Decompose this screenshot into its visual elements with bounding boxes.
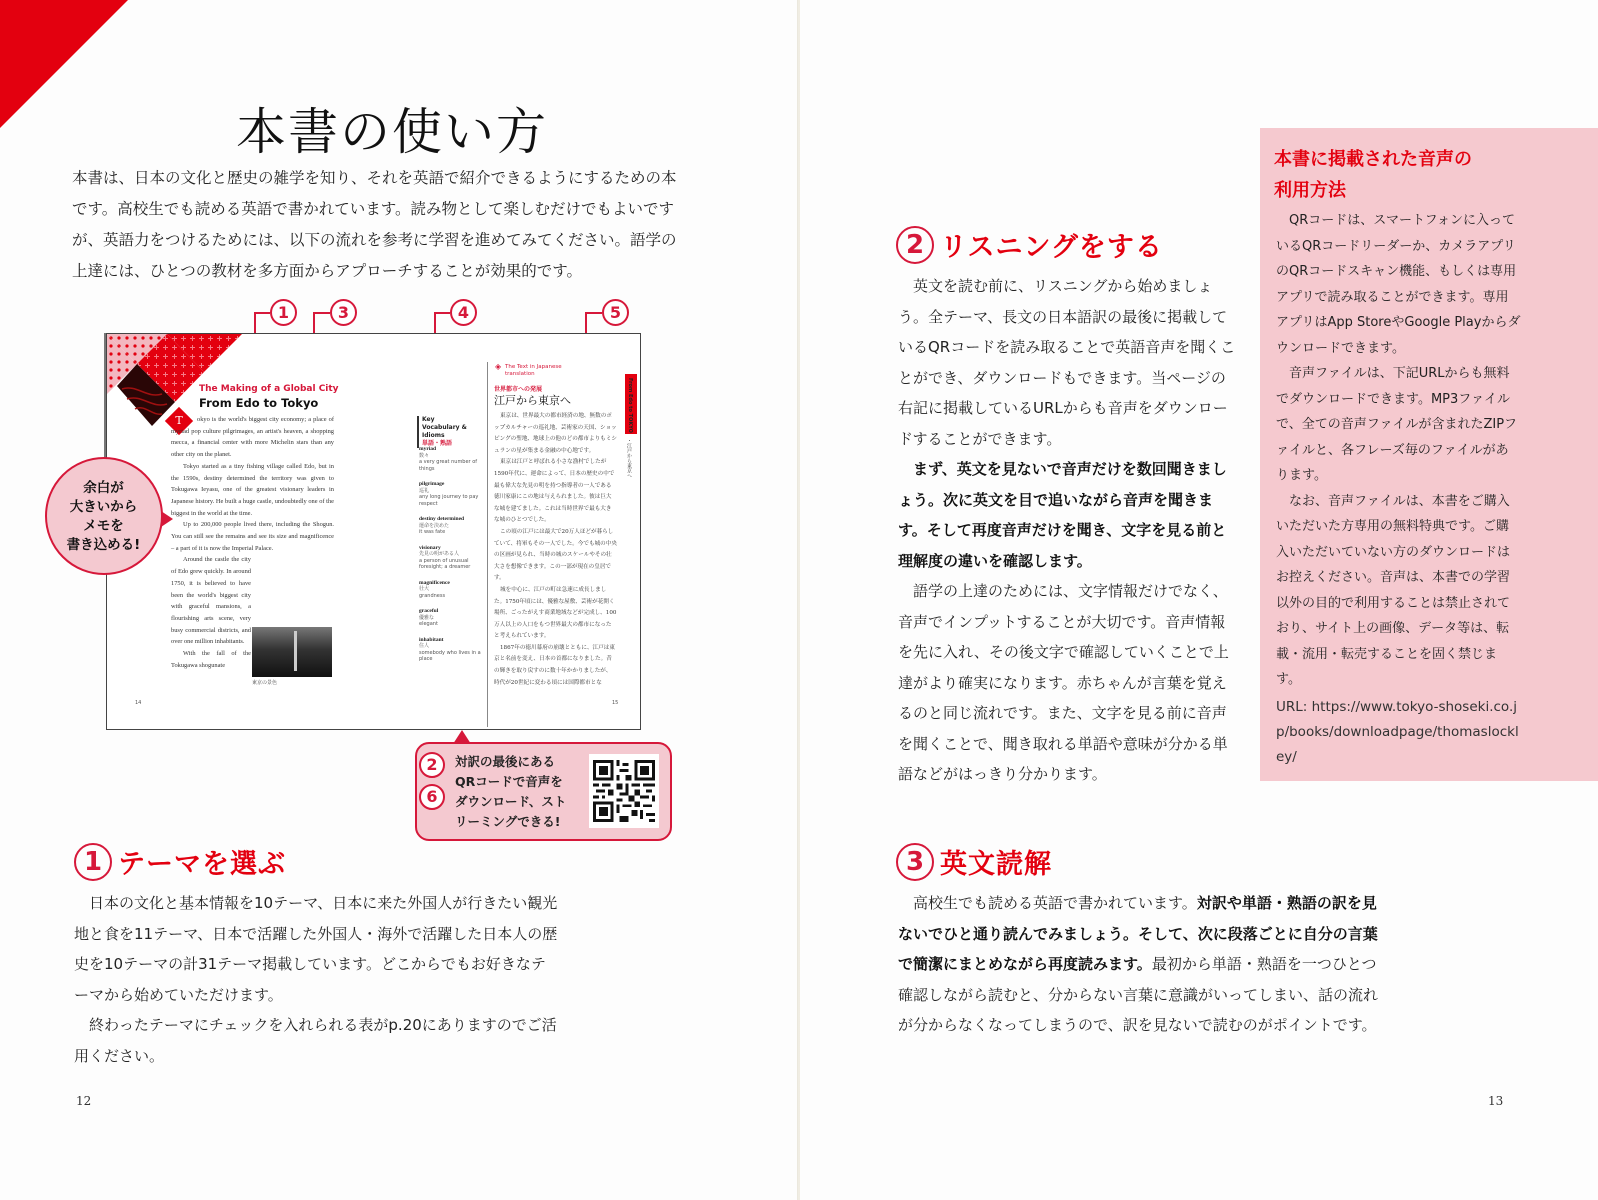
english-paragraph: Around the castle the city of Edo grew quickly. In around 1750, it is believed to have been the world's biggest city with graceful mansions, a flourishing arts scene, very busy commercial districts, and over one million inhabitants. [171, 556, 251, 646]
english-paragraph: Up to 200,000 people lived there, including the Shogun. You can still see the remains and see its size and magnificence – a part of it is now the Imperial Palace. [171, 521, 334, 552]
page-title: 本書の使い方 [236, 103, 548, 161]
audio-info-body [1276, 208, 1521, 770]
vocab-heading-en: Key Vocabulary & Idioms [422, 416, 467, 439]
section-3-title: 英文読解 [940, 849, 1052, 880]
sample-folio-right: 15 [612, 700, 619, 706]
memo-line: 余白が [83, 480, 124, 496]
english-paragraph: Tokyo started as a tiny fishing village called Edo, but in the 1590s, destiny determined the territory was given to Tokugawa Ieyasu, one of the greatest visionary leaders in Japanese history. He built a huge castle, undoubtedly one of the biggest in the world at the time. [171, 462, 334, 517]
page-number-right: 13 [1488, 1094, 1504, 1108]
section-2-number: 2 [896, 226, 934, 264]
vocab-def: elegant [419, 621, 438, 627]
callout-1: 1 [270, 299, 297, 326]
vocab-word: myriad [419, 446, 437, 452]
japanese-paragraph: この頃の江戸には最大で20万人ほどが暮らしていて、将軍もその一人でした。今でも城の中央の区画が見られ、当時の城のスケールやその壮大さを想像できます。この一部が現在の皇居です。 [494, 528, 617, 582]
english-paragraph: okyo is the world's biggest city economy; a place of myriad pop culture pilgrimages, an artist's heaven, a shopping mecca, a financial center with more Michelin stars than any other city on the planet. [171, 416, 334, 459]
vocab-def: a person of unusual foresight; a dreamer [419, 557, 471, 570]
section-2-paragraph-bold [898, 454, 1238, 576]
japanese-paragraph: 東京は江戸と呼ばれる小さな漁村でしたが1590年代に、運命によって、日本の歴史の中で最も偉大な先見の明を持つ指導者の一人である徳川家康にこの地は与えられました。彼は巨大な城を建てました。これは当時世界で最も大きな城のひとつでした。 [494, 459, 615, 524]
callout-6: 6 [419, 784, 445, 810]
page-number-left: 12 [76, 1094, 92, 1108]
section-3-paragraph [898, 888, 1383, 1041]
section-2-paragraph: 語学の上達のためには、文字情報だけでなく、音声でインプットすることが大切です。音声情報を先に入れ、その後文字で確認していくことで上達がより確実になります。赤ちゃんが言葉を覚えるのと同じ流れです。また、文字を見る前に音声を聞くことで、聞き取れる単語や意味が分かる単語などがはっきり分かります。 [898, 582, 1229, 783]
vocab-ja: 壮大 [419, 586, 430, 592]
section-3-heading [896, 842, 1052, 881]
vocab-def: it was fate [419, 529, 446, 535]
section-2-paragraph: 英文を読む前に、リスニングから始めましょう。全テーマ、長文の日本語訳の最後に掲載しているQRコードを読み取ることで英語音声を聞くことができ、ダウンロードもできます。当ページの右記に掲載しているURLからも音声をダウンロードすることができます。 [898, 277, 1236, 448]
vocab-item [419, 580, 485, 600]
sample-folio-left: 14 [135, 700, 142, 706]
japanese-paragraph: 城を中心に、江戸の町は急速に成長しました。1750年頃には、優雅な屋敷、芸術が花開く場所、ごったがえす商業地域などが完成し、100万人以上の人口をもつ世界最大の都市になったと考えられています。 [494, 586, 617, 640]
memo-leader [104, 333, 106, 458]
vocab-item [419, 481, 485, 507]
section-1-paragraph: 日本の文化と基本情報を10テーマ、日本に来た外国人が行きたい観光地と食を11テーマ、日本で活躍した外国人・海外で活躍した日本人の歴史を10テーマの計31テーマ掲載しています。どこからでもお好きなテーマから始めていただけます。 [74, 894, 558, 1004]
qr-code[interactable] [589, 754, 659, 828]
vocab-heading [417, 416, 470, 448]
intro-text: 本書は、日本の文化と歴史の雑学を知り、それを英語で紹介できるようにするための本です。高校生でも読める英語で書かれています。読み物として楽しむだけでもよいですが、英語力をつけるためには、以下の流れを参考に学習を進めてみてください。語学の上達には、ひとつの教材を多方面からアプローチすることが効果的です。 [72, 169, 677, 280]
section-3-tail: 最初から単語・熟語を一つひとつ確認しながら読むと、分からない言葉に意識がいってしまい、話の流れが分からなくなってしまうので、訳を見ないで読むのがポイントです。 [898, 955, 1379, 1034]
vocab-heading-ja: 単語・熟語 [422, 440, 453, 447]
vocab-ja: 数々 [419, 452, 430, 459]
sample-subtitle: The Making of a Global City [199, 384, 339, 394]
callout-5: 5 [602, 299, 629, 326]
qr-line: ダウンロード、スト [455, 794, 567, 809]
vocab-def: any long journey to pay respect [419, 494, 479, 507]
section-3-emphasis: 対訳や単語・熟語の訳を見ないでひと通り読んでみましょう。そして、次に段落ごとに自分の言葉で簡潔にまとめながら再度読みます。 [898, 894, 1378, 973]
photo-caption: 東京の景色 [252, 680, 278, 686]
section-2-emphasis: まず、英文を見ないで音声だけを数回聞きましょう。次に英文を目で追いながら音声を聞きます。そして再度音声だけを聞き、文字を見る前と理解度の違いを確認します。 [898, 460, 1227, 570]
english-paragraph: With the fall of the Tokugawa shogunate [171, 650, 251, 669]
audio-info-paragraph: 音声ファイルは、下記URLからも無料でダウンロードできます。MP3ファイルで、全ての音声ファイルが含まれたZIPファイルと、各フレーズ毎のファイルがあります。 [1276, 366, 1518, 483]
section-2-body [898, 271, 1238, 790]
vocab-item [419, 608, 485, 628]
memo-line: 書き込める! [66, 537, 141, 553]
japanese-subtitle: 世界都市への発展 [494, 386, 543, 393]
vocab-word: inhabitant [419, 636, 444, 643]
vocab-ja: 先見の明がある人 [419, 551, 460, 557]
qr-callout-text [455, 752, 566, 832]
section-2-title: リスニングをする [940, 232, 1163, 263]
callout-4: 4 [450, 299, 477, 326]
sample-spread [106, 333, 641, 730]
japanese-paragraph: 東京は、世界最大の都市経済の地、無数のポップカルチャーの巡礼地、芸術家の天国、ショッピングの聖地、地球上の他のどの都市よりもミシュランの星が集まる金融の中心地です。 [494, 413, 617, 454]
qr-line: リーミングできる! [455, 814, 561, 829]
audio-info-box [1260, 128, 1598, 781]
vocab-item [419, 446, 485, 472]
side-tab [625, 374, 637, 434]
column-divider [487, 362, 488, 727]
section-1-number: 1 [74, 843, 112, 881]
section-2-heading [896, 225, 1163, 264]
vocab-ja: 住人 [419, 643, 430, 649]
memo-line: メモを [83, 518, 124, 534]
sample-title: From Edo to Tokyo [199, 396, 319, 410]
callout-3: 3 [330, 299, 357, 326]
qr-callout-numbers [419, 752, 445, 816]
vocab-item [419, 545, 485, 571]
side-tab-label: From Edo to TOKYO [627, 378, 633, 433]
japanese-label: ◈ The Text in Japanese translation [505, 364, 575, 377]
download-url[interactable]: URL: https://www.tokyo-shoseki.co.jp/books/downloadpage/thomaslockley/ [1276, 698, 1519, 765]
japanese-paragraph: 1867年の徳川幕府の崩壊とともに、江戸は東京と名前を変え、日本の首都になりました。昔の輝きを取り戻すのに数十年かかりましたが、時代が20世紀に変わる頃には国際都市とな [494, 644, 615, 686]
vocab-def: grandness [419, 592, 446, 599]
audio-info-paragraph: なお、音声ファイルは、本書をご購入いただいた方専用の無料特典です。ご購入いただいていない方のダウンロードはお控えください。音声は、本書での学習以外の目的で利用することは禁止されており、サイト上の画像、データ等は、転載・流用・転売することを固く禁じます。 [1276, 493, 1511, 687]
callout-2: 2 [419, 752, 445, 778]
side-note: ・江戸から東京へ [626, 438, 632, 478]
vocab-word: graceful [419, 608, 439, 614]
vocab-ja: 優雅な [419, 614, 435, 621]
vocab-ja: 運命を決めた [419, 522, 450, 529]
memo-line: 大きいから [69, 499, 138, 515]
vocab-word: magnificence [419, 579, 450, 586]
japanese-title: 江戸から東京へ [494, 394, 571, 407]
audio-info-title-line: 利用方法 [1274, 180, 1346, 201]
section-1-title: テーマを選ぶ [118, 849, 286, 880]
section-1-body [74, 888, 559, 1071]
vocab-list [419, 446, 485, 672]
japanese-body [494, 411, 617, 689]
vocab-word: destiny determined [419, 516, 465, 522]
vocab-def: a very great number of things [419, 459, 478, 472]
vocab-word: visionary [419, 544, 441, 551]
vocab-def: somebody who lives in a place [419, 649, 481, 662]
section-3-body [898, 888, 1383, 1041]
memo-text [47, 479, 160, 555]
section-1-paragraph: 終わったテーマにチェックを入れられる表がp.20にありますのでご活用ください。 [74, 1016, 557, 1065]
left-page [0, 0, 798, 1200]
qr-code-icon [593, 758, 655, 824]
qr-callout [415, 742, 672, 841]
drop-cap-letter: T [175, 414, 183, 427]
vocab-word: pilgrimage [419, 481, 445, 487]
corner-accent [0, 0, 128, 128]
vocab-ja: 巡礼 [419, 487, 430, 494]
section-3-number: 3 [896, 843, 934, 881]
vocab-item [419, 516, 485, 536]
audio-info-title-line: 本書に掲載された音声の [1274, 149, 1472, 170]
tokyo-photo [252, 627, 332, 677]
vocab-item [419, 637, 485, 663]
memo-bubble [45, 457, 163, 575]
qr-line: 対訳の最後にある [455, 754, 556, 769]
audio-info-title [1274, 144, 1472, 206]
audio-info-paragraph: QRコードは、スマートフォンに入っているQRコードリーダーか、カメラアプリのQRコードスキャン機能、もしくは専用アプリで読み取ることができます。専用アプリはApp StoreやGoogle Playからダウンロードできます。 [1276, 213, 1521, 356]
section-3-lead: 高校生でも読める英語で書かれています。 [913, 894, 1197, 912]
section-1-heading [74, 842, 286, 881]
qr-line: QRコードで音声を [455, 774, 563, 789]
